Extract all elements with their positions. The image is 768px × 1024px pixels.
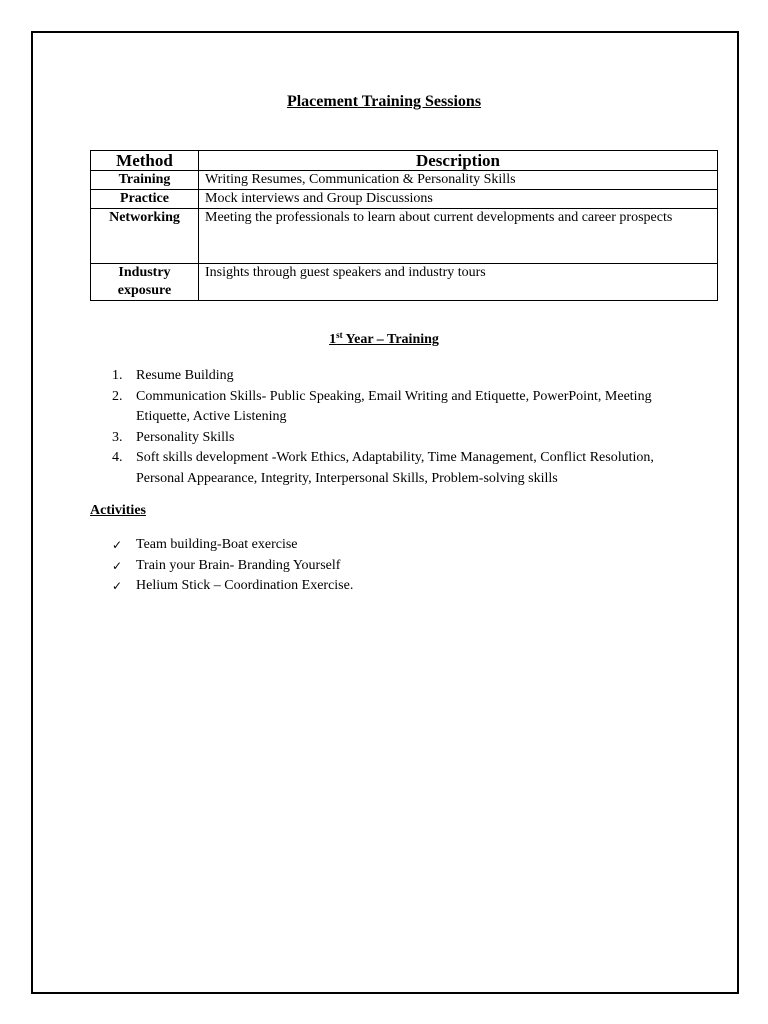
year-suffix: st	[336, 330, 343, 340]
method-cell: Training	[91, 171, 199, 190]
list-item-text: Train your Brain- Branding Yourself	[136, 557, 341, 573]
list-item	[108, 366, 688, 387]
list-item-text: Helium Stick – Coordination Exercise.	[136, 578, 354, 593]
document-title	[0, 93, 768, 111]
table-row	[91, 264, 718, 301]
list-number: 2.	[112, 388, 123, 404]
training-list	[108, 366, 688, 489]
table-row	[91, 190, 718, 209]
methods-table	[90, 150, 718, 301]
description-cell: Writing Resumes, Communication & Personality Skills	[199, 171, 718, 190]
checkmark-icon: ✓	[112, 558, 123, 573]
list-number: 3.	[112, 429, 123, 445]
checkmark-icon: ✓	[112, 538, 123, 552]
section-heading-text	[329, 332, 439, 347]
list-item	[108, 448, 688, 489]
document-title-text: Placement Training Sessions	[286, 93, 482, 110]
list-item-text: Personality Skills	[136, 429, 235, 445]
list-number: 1.	[112, 368, 123, 383]
activities-heading: Activities	[90, 503, 146, 518]
description-cell: Mock interviews and Group Discussions	[199, 190, 718, 209]
checkmark-icon: ✓	[112, 579, 123, 593]
list-item	[108, 556, 353, 577]
section-heading	[0, 332, 768, 348]
list-item	[108, 535, 353, 556]
method-cell: Practice	[91, 190, 199, 209]
table-row	[91, 209, 718, 264]
description-cell: Insights through guest speakers and industry tours	[199, 264, 718, 301]
list-item-text: Communication Skills- Public Speaking, Email Writing and Etiquette, PowerPoint, Meeting Etiquette, Active Listening	[136, 388, 652, 424]
method-cell: Industry exposure	[91, 264, 199, 301]
header-method: Method	[91, 151, 199, 171]
activities-list	[108, 535, 353, 597]
list-number: 4.	[112, 450, 123, 465]
list-item-text: Soft skills development -Work Ethics, Adaptability, Time Management, Conflict Resolution, Personal Appearance, Integrity, Interpersonal Skills, Problem-solving skills	[136, 450, 654, 486]
list-item-text: Team building-Boat exercise	[136, 537, 298, 552]
table-row	[91, 171, 718, 190]
list-item	[108, 576, 353, 597]
method-cell: Networking	[91, 209, 199, 264]
year-number: 1	[329, 332, 337, 347]
list-item	[108, 387, 688, 428]
description-cell: Meeting the professionals to learn about current developments and career prospects	[199, 209, 718, 264]
list-item	[108, 428, 688, 449]
header-description: Description	[199, 151, 718, 171]
list-item-text: Resume Building	[136, 368, 234, 383]
heading-rest: Year – Training	[342, 332, 439, 347]
table-header-row	[91, 151, 718, 171]
